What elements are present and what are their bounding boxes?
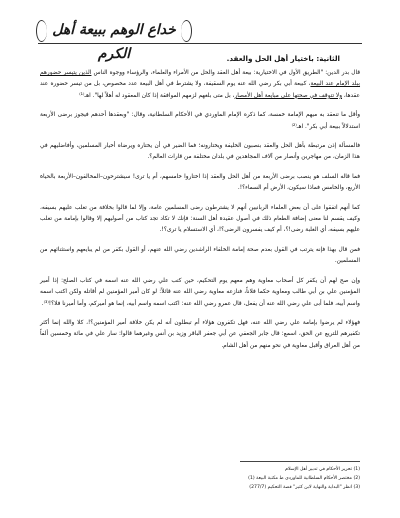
paragraph-4: فما قاله السلف هو ينصب برضى الأربعة من أهل الحل والعقد إذا اختاروا خامسهم، أم يا ترى! سيشترحون–المخالفون–الأربعة بالحياة الأربع، والخامس فماذا سيكون، الأرض أم السماء؟!.	[40, 173, 360, 192]
footnote-1: (1) تحرير الأحكام في تدبير أهل الإسلام	[285, 467, 360, 472]
section-title: الثانية: باختيار أهل الحل والعقد.	[226, 54, 340, 63]
logo-text: خداع الوهم ببيعة أهل الكرم	[52, 22, 176, 62]
logo-flourish-left	[36, 20, 47, 42]
footnotes	[40, 465, 360, 492]
paragraph-3: فالمسألة إذن مرتبطة بأهل الحل والعقد بنصبون الخليفة ويختارونه؛ فما الضير في أن يختاره ويرضاه أخيار المسلمين، وأفاضليهم في هذا الزمان، من مهاجرين وأنصار من آلاف المجاهدين في بلدان مختلفة من قارات العالم؟.	[40, 143, 360, 161]
footnote-divider	[240, 461, 360, 462]
footnote-2: (2) مختصر الأحكام السلطانية للماوردي ط مكتبة البيعة (1)	[248, 476, 360, 481]
header-divider	[38, 43, 362, 44]
paragraph-5: كما أنهم اتفقوا على أن بعض العلماء الربانيين أنهم لا يشترطون رضى المسلمين عامة، وإلا لما قالوا بخلافة من تغلب عليهم بسيفه، وكيف يقسم لنا معنى إضافة الطعام ذلك في أصول عقيدة أهل السنة: فإنك لا تكاد تجد كتاب من أصوليهم إلا وقالوا بإمامة من تغلب عليهم بسيفه، أي الغلبة رضى!؟، أم كيف يفسرون الرضى؟!، أي الاستسلام يا ترى؟!.	[40, 204, 360, 234]
footnote-3: (3) انظر "البداية والنهاية لابن كثير" قصة التحكيم (277/7)	[249, 485, 360, 490]
paragraph-8: فهؤلاء لم يرضوا بإمامة علي رضي الله عنه، فهل تكفرون هؤلاء أم تبطلون أنه لم يكن خلافة أمير المؤمنين؟!، كلا والله إنما أكثر تكفيرهم للتريع عن الحق، اسمع: قال جابر الجعفي عن أبي جعفر الباقر وزيد بن أنس وغيرهما قالوا: سار علي في مائة وخمسين ألفاً من أهل العراق وأقبل معاوية في نحو منهم من أهل الشام.	[40, 319, 360, 349]
logo-flourish-right	[181, 20, 192, 42]
paragraph-6: فمن قال بهذا فإنه يترتب في القول بعدم صحة إمامة الخلفاء الراشدين رضي الله عنهم، أو القول بكفر من لم يبايعهم واستثنائهم من المسلمين.	[40, 246, 360, 265]
header-logo	[40, 18, 188, 62]
underlined-phrase: ولا تتوقف في صحتها على مبايعة أهل الأمصار	[234, 92, 343, 99]
paragraph-2: وأقل ما تنعقد به ميهم الإمامة خمسة، كما ذكره الإمام الماوردي في الأحكام السلطانية، وقال: "وبعقدها أحدهم فيجوز برضى الأربعة استدلالاً ببيعة أبي بكر". اهـ⁽²⁾	[40, 112, 360, 130]
underlined-phrase: الذين يتيسر حضورهم ببلد الإمام عند البيعة	[40, 70, 361, 88]
paragraph-7: وإن صح لهم أن يكفر كل أصحاب معاوية وهم معهم يوم التحكيم، حين كتب علي رضي الله عنه اسمه في كتاب الصلح: إذا أمير المؤمنين علي بن أبي طالب ومعاوية حكما فلاناً، فنازعه معاوية رضي الله عنه قائلاً: لو كان أمير المؤمنين لم أقاتله ولكن اكتب اسمه واسم أبيه، فلما أبى علي رضي الله عنه أن يفعل، قال عمرو رضي الله عنه: اكتب اسمه واسم أبيه، إنما هو أميركم، وأما أميرنا فلا؟!⁽³⁾.	[40, 277, 360, 307]
document-body	[40, 68, 360, 360]
paragraph-1: قال بدر الدين: "الطريق الأول في الاختيارية: بيعة أهل العقد والحل من الأمراء والعلماء، والرؤساء ووجوه الناس الذين يتيسر حضورهم ببلد الإمام عند البيعة، كبيعة أبي بكر رضي الله عنه يوم السقيفة، ولا يشترط في أهل البيعة عدد مخصوص، بل من تيسر حضوره عند عقدها، ولا تتوقف في صحتها على مبايعة أهل الأمصار، بل متى بلغهم لزمهم الموافقة إذا كان المعقود له أهلاً لها". اهـ⁽¹⁾	[40, 70, 361, 99]
